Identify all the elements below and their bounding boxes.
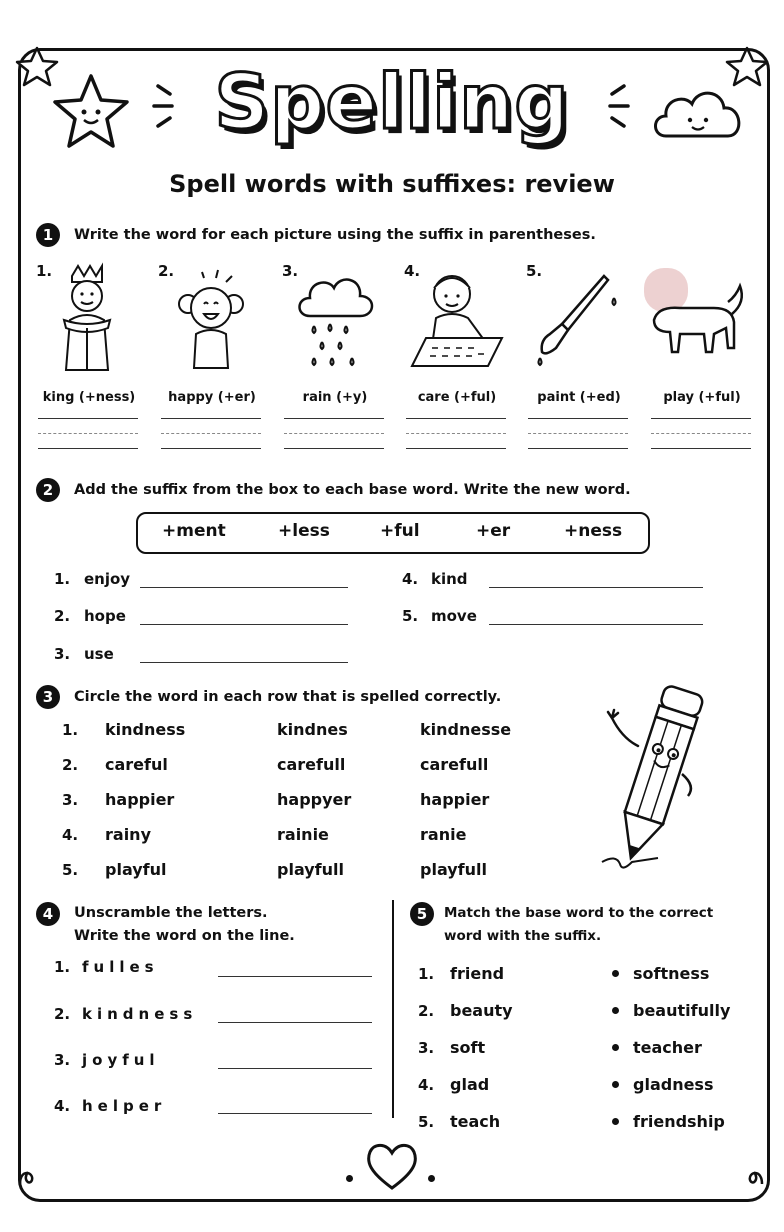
happy-girl-icon [168,268,254,374]
section-2-instruction: Add the suffix from the box to each base word. Write the new word. [74,482,631,498]
picture-label: happy (+er) [168,390,256,405]
answer-line[interactable] [140,587,348,588]
section-3-instruction: Circle the word in each row that is spelled correctly. [74,689,502,705]
section-4-badge: 4 [36,902,60,926]
word-choice[interactable]: kindnesse [420,720,512,739]
paintbrush-icon [534,268,618,372]
picture-label: paint (+ed) [537,390,621,405]
section-4-instruction: Unscramble the letters. [74,905,268,921]
picture-label: rain (+y) [302,390,368,405]
king-icon [52,262,122,374]
section-divider [392,900,394,1118]
answer-line[interactable] [284,448,384,449]
item-number: 3. [54,1051,71,1069]
answer-line[interactable] [528,448,628,449]
match-bullet [612,1081,619,1088]
suffix-option: +less [278,521,330,541]
item-number: 1. [54,958,71,976]
match-number: 1. [418,965,435,983]
suffix-word[interactable]: teacher [633,1038,702,1057]
section-4-instruction: Write the word on the line. [74,928,295,944]
border-dot [346,1175,353,1182]
row-number: 5. [62,861,79,879]
match-bullet [612,970,619,977]
guide-line [528,433,628,434]
answer-line[interactable] [489,624,703,625]
row-number: 4. [62,826,79,844]
guide-line [651,433,751,434]
base-word: move [431,607,477,625]
word-choice[interactable]: kindness [105,720,186,739]
row-number: 1. [62,721,79,739]
base-word[interactable]: friend [450,964,505,983]
section-3-badge: 3 [36,685,60,709]
row-number: 2. [62,756,79,774]
base-word: kind [431,570,468,588]
scrambled-letters: kindness [82,1005,198,1023]
guide-line [161,433,261,434]
answer-line[interactable] [528,418,628,419]
answer-line[interactable] [218,1022,372,1023]
answer-line[interactable] [489,587,703,588]
answer-line[interactable] [38,418,138,419]
picture-label: care (+ful) [417,390,497,405]
picture-number: 3. [282,262,299,280]
suffix-word[interactable]: friendship [633,1112,725,1131]
flourish-corner-icon [14,1150,54,1190]
word-choice[interactable]: kindnes [277,720,348,739]
dog-icon [640,262,752,374]
answer-line[interactable] [38,448,138,449]
suffix-option: +ful [380,521,420,541]
base-word: use [84,645,114,663]
word-choice[interactable]: happier [105,790,175,809]
base-word[interactable]: beauty [450,1001,513,1020]
answer-line[interactable] [651,418,751,419]
rain-cloud-icon [294,272,376,372]
word-choice[interactable]: careful [105,755,168,774]
flourish-corner-icon [728,1150,768,1190]
page-title: Spelling [214,57,570,146]
answer-line[interactable] [218,1068,372,1069]
word-choice[interactable]: rainy [105,825,151,844]
word-choice[interactable]: rainie [277,825,329,844]
suffix-option: +ness [564,521,623,541]
base-word[interactable]: glad [450,1075,490,1094]
match-bullet [612,1118,619,1125]
base-word: hope [84,607,126,625]
word-choice[interactable]: carefull [420,755,489,774]
section-1-badge: 1 [36,223,60,247]
answer-line[interactable] [284,418,384,419]
picture-number: 2. [158,262,175,280]
answer-line[interactable] [651,448,751,449]
match-bullet [612,1044,619,1051]
guide-line [38,433,138,434]
item-number: 4. [54,1097,71,1115]
match-number: 5. [418,1113,435,1131]
answer-line[interactable] [218,976,372,977]
base-word-number: 5. [402,607,419,625]
section-5-instruction: word with the suffix. [444,928,602,944]
match-bullet [612,1007,619,1014]
row-number: 3. [62,791,79,809]
picture-label: play (+ful) [663,390,741,405]
boy-puzzle-icon [406,264,506,374]
base-word-number: 2. [54,607,71,625]
match-number: 3. [418,1039,435,1057]
match-number: 4. [418,1076,435,1094]
base-word-number: 4. [402,570,419,588]
guide-line [406,433,506,434]
answer-line[interactable] [406,418,506,419]
section-5-badge: 5 [410,902,434,926]
base-word-number: 3. [54,645,71,663]
match-number: 2. [418,1002,435,1020]
word-choice[interactable]: playfull [277,860,344,879]
scrambled-letters: joyful [82,1051,160,1069]
guide-line [284,433,384,434]
page-border [18,48,770,1202]
word-choice[interactable]: happier [420,790,490,809]
base-word[interactable]: teach [450,1112,501,1131]
answer-line[interactable] [218,1113,372,1114]
word-choice[interactable]: carefull [277,755,346,774]
suffix-option: +er [476,521,511,541]
word-choice[interactable]: playful [105,860,167,879]
word-choice[interactable]: playfull [420,860,487,879]
suffix-word[interactable]: gladness [633,1075,714,1094]
answer-line[interactable] [161,448,261,449]
picture-number: 1. [36,262,53,280]
picture-number: 4. [404,262,421,280]
suffix-word[interactable]: softness [633,964,710,983]
base-word[interactable]: soft [450,1038,486,1057]
scrambled-letters: fulles [82,958,159,976]
answer-line[interactable] [161,418,261,419]
heart-icon [362,1140,422,1192]
section-2-badge: 2 [36,478,60,502]
answer-line[interactable] [140,662,348,663]
scrambled-letters: helper [82,1097,167,1115]
answer-line[interactable] [140,624,348,625]
base-word: enjoy [84,570,131,588]
picture-label: king (+ness) [42,390,136,405]
base-word-number: 1. [54,570,71,588]
picture-number: 5. [526,262,543,280]
answer-line[interactable] [406,448,506,449]
suffix-option: +ment [162,521,226,541]
page-subtitle: Spell words with suffixes: review [169,170,615,198]
section-1-instruction: Write the word for each picture using the suffix in parentheses. [74,227,596,243]
pencil-mascot-icon [598,678,718,874]
word-choice[interactable]: happyer [277,790,352,809]
section-5-instruction: Match the base word to the correct [444,905,714,921]
item-number: 2. [54,1005,71,1023]
suffix-word[interactable]: beautifully [633,1001,731,1020]
border-dot [428,1175,435,1182]
word-choice[interactable]: ranie [420,825,467,844]
